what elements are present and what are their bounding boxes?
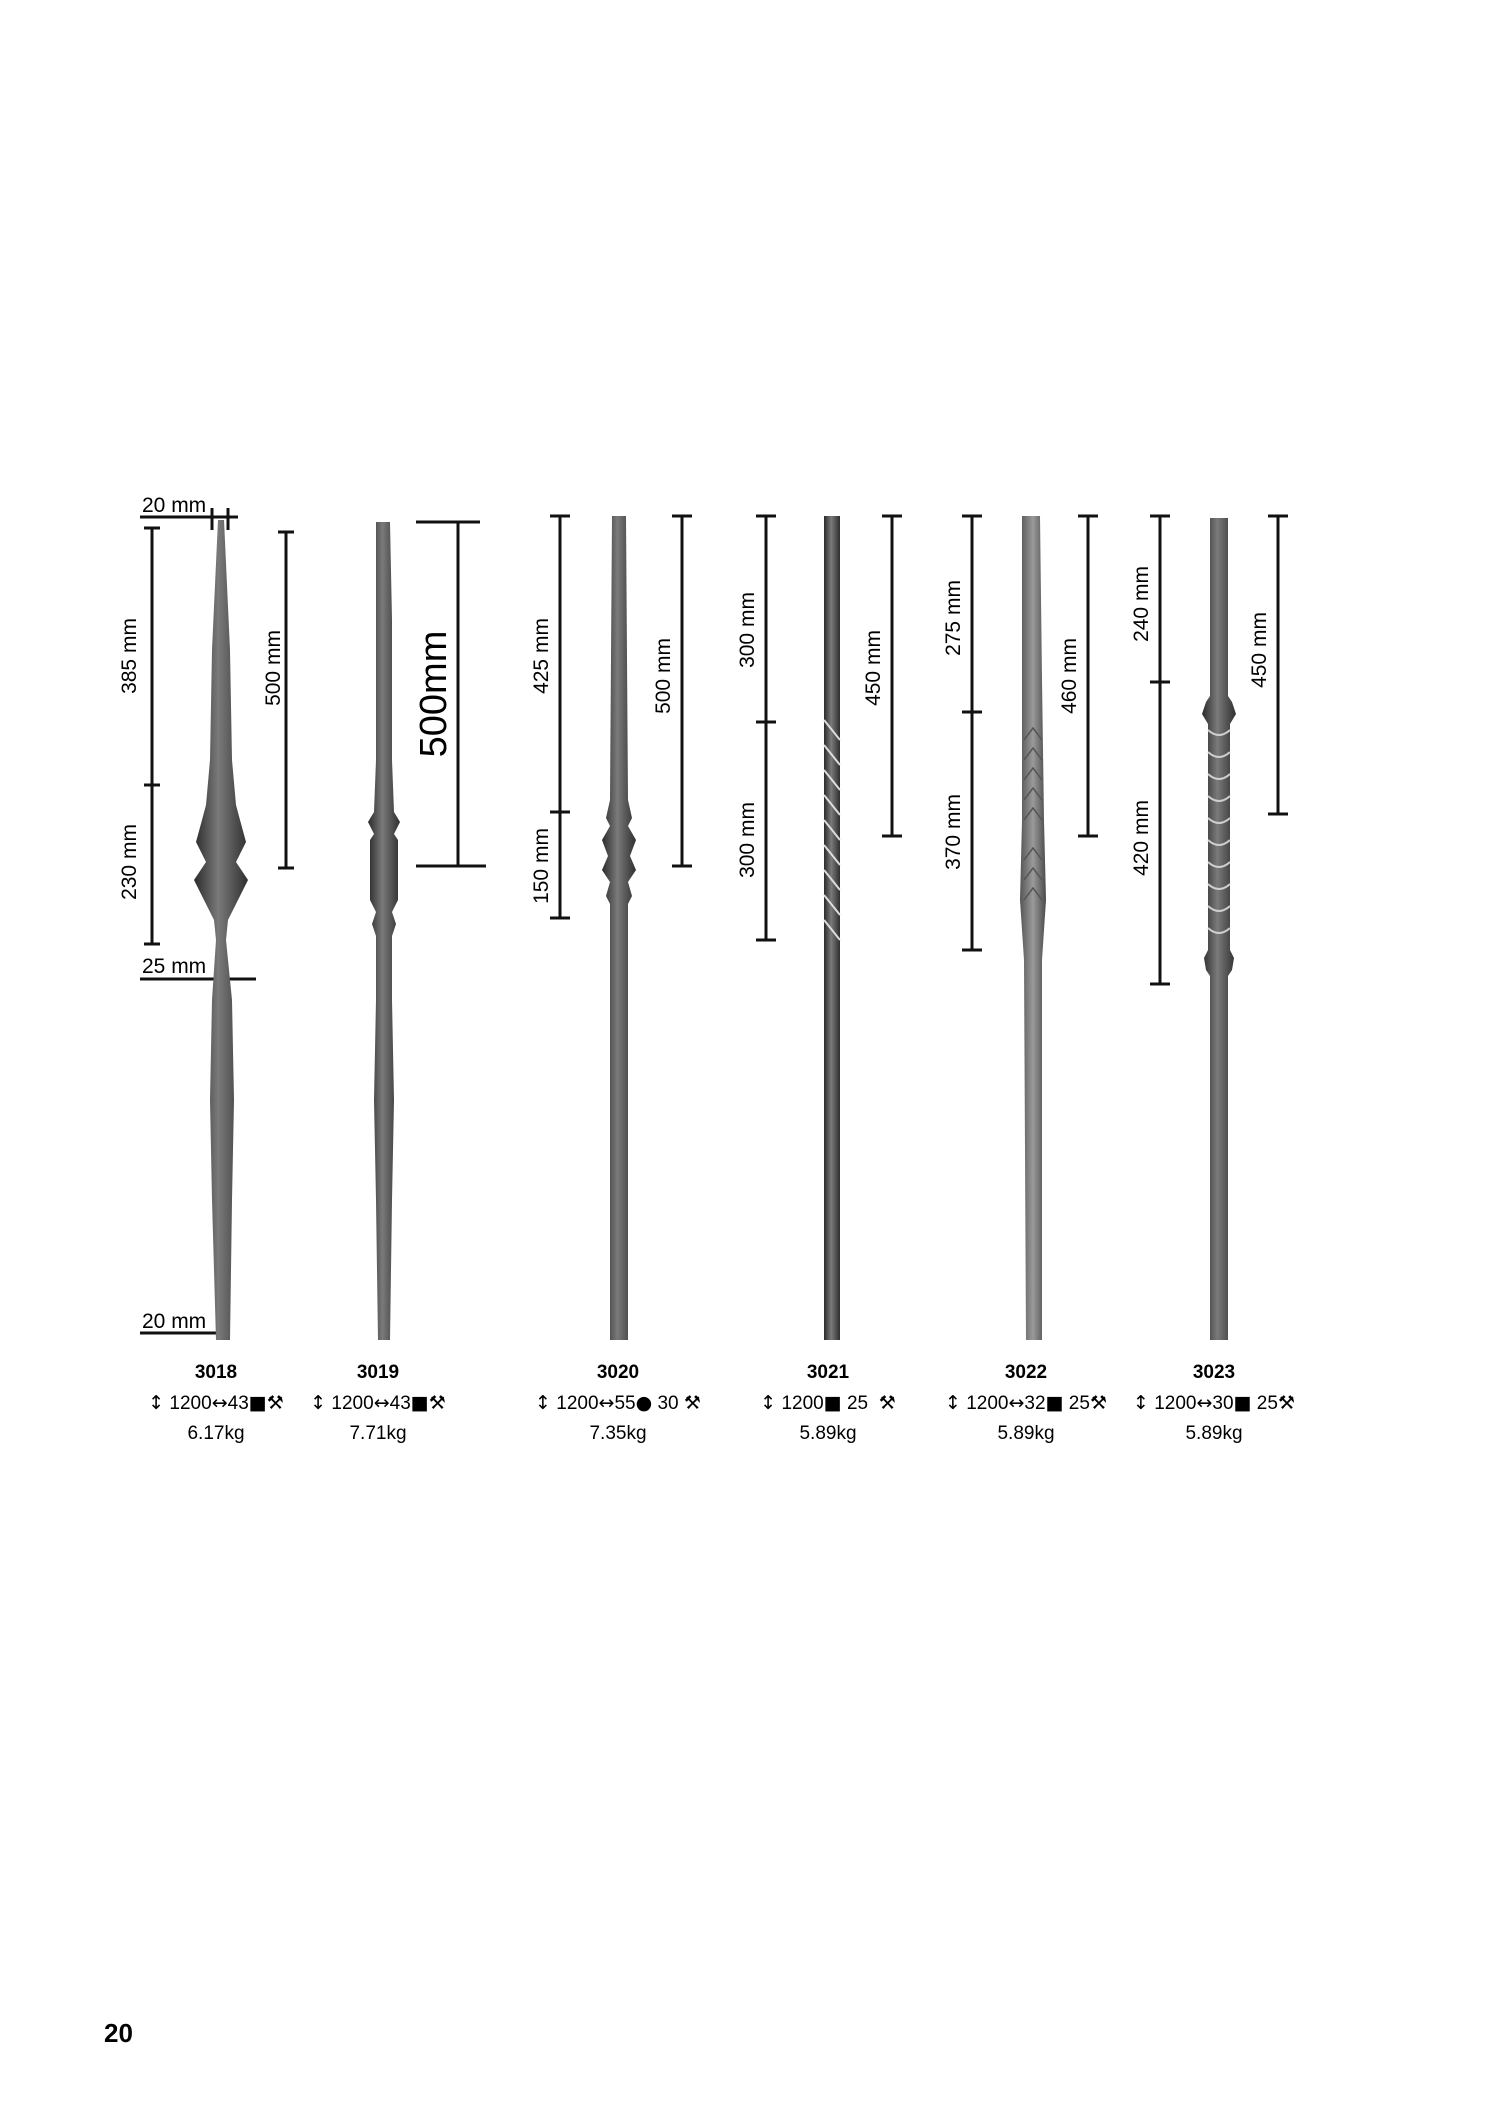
dimension-label-230: 230 mm [118,824,141,900]
product-code: 3021 [806,1362,850,1383]
size-value: 25 [1256,1393,1278,1414]
product-weight: 7.71kg [349,1423,407,1444]
caption-3019 [278,1358,478,1449]
width-value: 30 [1212,1393,1234,1414]
arrow-up-down-icon: ↕ [945,1392,961,1414]
baluster-bar [1202,518,1236,1340]
caption-3020 [518,1358,718,1449]
black-square-icon: ■ [823,1392,842,1414]
dimension-label-420: 420 mm [1130,800,1153,876]
size-value: 25 [1068,1393,1090,1414]
caption-3023 [1114,1358,1314,1449]
dimension-label-150: 150 mm [530,828,553,904]
product-weight: 5.89kg [799,1423,857,1444]
product-code: 3022 [1004,1362,1048,1383]
dimension-label-500mm: 500mm [413,630,455,758]
arrow-up-down-icon: ↕ [148,1392,165,1414]
dimension-label-bottom: 20 mm [142,1310,207,1333]
arrow-left-right-icon: ↔ [1008,1392,1025,1414]
dimension-label-450: 450 mm [862,630,885,706]
dimension-label-370: 370 mm [942,794,965,870]
hammer-hand-icon: ⚒ [266,1392,284,1414]
product-weight: 5.89kg [997,1423,1055,1444]
page-number: 20 [104,2018,133,2048]
width-value: 55 [614,1393,636,1414]
height-value: 1200 [331,1393,374,1414]
hammer-hand-icon: ⚒ [1277,1392,1295,1414]
black-square-icon: ■ [248,1392,267,1414]
dimension-label-460: 460 mm [1058,638,1081,714]
baluster-3020 [530,516,692,1340]
width-value: 32 [1024,1393,1046,1414]
height-value: 1200 [1154,1393,1197,1414]
baluster-bar [368,522,400,1340]
hammer-hand-icon: ⚒ [1089,1392,1107,1414]
height-value: 1200 [169,1393,212,1414]
caption-3021 [728,1358,928,1449]
width-value: 43 [227,1393,249,1414]
product-spec [518,1388,718,1419]
product-spec [926,1388,1126,1419]
baluster-3019 [368,522,486,1340]
caption-3022 [926,1358,1126,1449]
baluster-3021 [736,516,902,1340]
product-weight: 6.17kg [187,1423,245,1444]
product-weight: 7.35kg [589,1423,647,1444]
baluster-3018 [118,494,294,1340]
dimension-label-450: 450 mm [1248,612,1271,688]
black-circle-icon: ● [635,1392,653,1414]
hammer-hand-icon: ⚒ [683,1392,701,1414]
baluster-bar [194,520,248,1340]
arrow-up-down-icon: ↕ [1133,1392,1149,1414]
arrow-up-down-icon: ↕ [535,1392,551,1414]
dimension-label-25: 25 mm [142,955,207,978]
black-square-icon: ■ [1045,1392,1064,1414]
product-spec [728,1388,928,1419]
dimension-label-500: 500 mm [652,638,675,714]
product-spec [1114,1388,1314,1419]
hammer-hand-icon: ⚒ [428,1392,446,1414]
product-code: 3018 [194,1362,238,1383]
dimension-label-500: 500 mm [262,630,285,706]
dimension-label-top: 20 mm [142,494,207,517]
dimension-label-275: 275 mm [942,580,965,656]
baluster-bar [1020,516,1046,1340]
arrow-up-down-icon: ↕ [310,1392,327,1414]
hammer-hand-icon: ⚒ [878,1392,896,1414]
baluster-3022 [942,516,1098,1340]
product-weight: 5.89kg [1185,1423,1243,1444]
height-value: 1200 [966,1393,1009,1414]
arrow-up-down-icon: ↕ [760,1392,777,1414]
width-value: 43 [389,1393,411,1414]
dimension-label-425: 425 mm [530,618,553,694]
arrow-left-right-icon: ↔ [373,1392,390,1414]
dimension-label-300-top: 300 mm [736,592,759,668]
baluster-3023 [1130,516,1288,1340]
black-square-icon: ■ [410,1392,429,1414]
product-code: 3019 [356,1362,400,1383]
size-value: 30 [657,1393,679,1414]
dimension-label-300-bottom: 300 mm [736,802,759,878]
dimension-label-385: 385 mm [118,618,141,694]
arrow-left-right-icon: ↔ [1196,1392,1213,1414]
arrow-left-right-icon: ↔ [598,1392,615,1414]
baluster-bar [824,516,840,1340]
height-value: 1200 [556,1393,599,1414]
black-square-icon: ■ [1233,1392,1252,1414]
height-value: 1200 [781,1393,824,1414]
product-code: 3023 [1192,1362,1236,1383]
product-spec [278,1388,478,1419]
baluster-bar [602,516,636,1340]
size-value: 25 [846,1393,869,1414]
dimension-label-240: 240 mm [1130,566,1153,642]
arrow-left-right-icon: ↔ [211,1392,228,1414]
product-code: 3020 [596,1362,640,1383]
